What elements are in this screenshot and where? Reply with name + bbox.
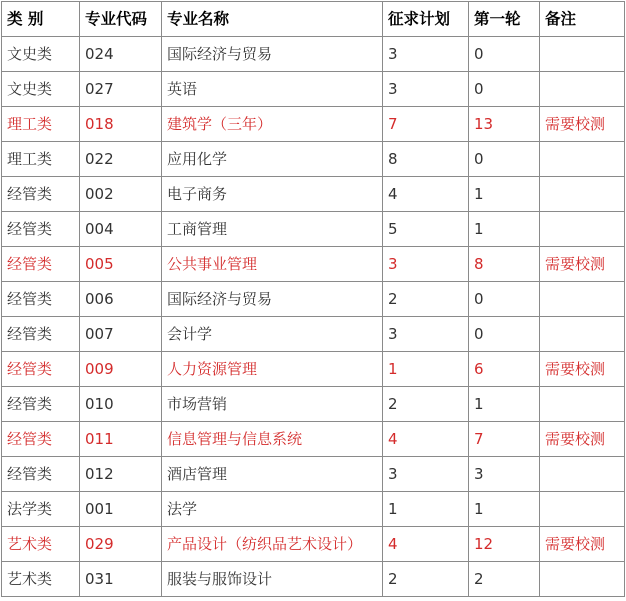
cell-category: 经管类 [2, 457, 80, 492]
cell-code: 011 [80, 422, 162, 457]
cell-name: 产品设计（纺织品艺术设计） [162, 527, 383, 562]
cell-name: 应用化学 [162, 142, 383, 177]
cell-name: 国际经济与贸易 [162, 282, 383, 317]
cell-round1: 0 [469, 317, 540, 352]
cell-round1: 0 [469, 142, 540, 177]
header-note: 备注 [540, 2, 625, 37]
table-body [2, 37, 625, 597]
table-row [2, 457, 625, 492]
cell-note [540, 492, 625, 527]
table-row [2, 212, 625, 247]
cell-note [540, 317, 625, 352]
cell-name: 电子商务 [162, 177, 383, 212]
cell-name: 人力资源管理 [162, 352, 383, 387]
cell-category: 经管类 [2, 387, 80, 422]
cell-plan: 4 [383, 177, 469, 212]
cell-round1: 0 [469, 72, 540, 107]
cell-note: 需要校测 [540, 527, 625, 562]
cell-plan: 3 [383, 247, 469, 282]
cell-plan: 2 [383, 562, 469, 597]
cell-category: 艺术类 [2, 562, 80, 597]
table-header [2, 2, 625, 37]
cell-name: 建筑学（三年） [162, 107, 383, 142]
cell-round1: 2 [469, 562, 540, 597]
cell-plan: 8 [383, 142, 469, 177]
header-row [2, 2, 625, 37]
cell-code: 024 [80, 37, 162, 72]
table-row [2, 352, 625, 387]
cell-name: 会计学 [162, 317, 383, 352]
header-name: 专业名称 [162, 2, 383, 37]
cell-note [540, 72, 625, 107]
cell-code: 006 [80, 282, 162, 317]
cell-round1: 8 [469, 247, 540, 282]
header-plan: 征求计划 [383, 2, 469, 37]
table-row [2, 107, 625, 142]
table-row [2, 422, 625, 457]
cell-code: 018 [80, 107, 162, 142]
cell-code: 009 [80, 352, 162, 387]
cell-plan: 3 [383, 72, 469, 107]
cell-note [540, 282, 625, 317]
cell-code: 004 [80, 212, 162, 247]
cell-plan: 4 [383, 527, 469, 562]
header-code: 专业代码 [80, 2, 162, 37]
cell-category: 经管类 [2, 177, 80, 212]
cell-code: 002 [80, 177, 162, 212]
cell-plan: 5 [383, 212, 469, 247]
cell-category: 理工类 [2, 107, 80, 142]
cell-category: 经管类 [2, 422, 80, 457]
cell-plan: 3 [383, 37, 469, 72]
cell-category: 经管类 [2, 317, 80, 352]
cell-plan: 4 [383, 422, 469, 457]
cell-name: 公共事业管理 [162, 247, 383, 282]
cell-name: 国际经济与贸易 [162, 37, 383, 72]
cell-note: 需要校测 [540, 422, 625, 457]
cell-name: 服装与服饰设计 [162, 562, 383, 597]
cell-plan: 1 [383, 492, 469, 527]
table-row [2, 282, 625, 317]
cell-round1: 0 [469, 282, 540, 317]
cell-note [540, 387, 625, 422]
cell-code: 012 [80, 457, 162, 492]
table-row [2, 387, 625, 422]
cell-plan: 3 [383, 457, 469, 492]
table-row [2, 527, 625, 562]
cell-round1: 6 [469, 352, 540, 387]
cell-round1: 1 [469, 492, 540, 527]
admission-table-container [1, 1, 625, 597]
cell-code: 022 [80, 142, 162, 177]
table-row [2, 247, 625, 282]
cell-round1: 7 [469, 422, 540, 457]
cell-note [540, 212, 625, 247]
cell-category: 经管类 [2, 352, 80, 387]
cell-code: 029 [80, 527, 162, 562]
table-row [2, 37, 625, 72]
cell-plan: 3 [383, 317, 469, 352]
table-row [2, 177, 625, 212]
table-row [2, 492, 625, 527]
cell-category: 经管类 [2, 282, 80, 317]
cell-code: 001 [80, 492, 162, 527]
cell-round1: 3 [469, 457, 540, 492]
cell-category: 理工类 [2, 142, 80, 177]
cell-category: 艺术类 [2, 527, 80, 562]
header-category: 类 别 [2, 2, 80, 37]
cell-round1: 0 [469, 37, 540, 72]
cell-code: 005 [80, 247, 162, 282]
cell-category: 文史类 [2, 37, 80, 72]
cell-name: 工商管理 [162, 212, 383, 247]
cell-code: 010 [80, 387, 162, 422]
cell-code: 031 [80, 562, 162, 597]
cell-plan: 1 [383, 352, 469, 387]
header-round1: 第一轮 [469, 2, 540, 37]
cell-note [540, 562, 625, 597]
cell-name: 市场营销 [162, 387, 383, 422]
cell-category: 经管类 [2, 247, 80, 282]
table-row [2, 317, 625, 352]
cell-note [540, 142, 625, 177]
cell-plan: 2 [383, 387, 469, 422]
cell-category: 文史类 [2, 72, 80, 107]
cell-note [540, 37, 625, 72]
table-row [2, 142, 625, 177]
cell-name: 英语 [162, 72, 383, 107]
cell-round1: 12 [469, 527, 540, 562]
cell-note [540, 177, 625, 212]
cell-round1: 1 [469, 212, 540, 247]
table-row [2, 72, 625, 107]
cell-category: 经管类 [2, 212, 80, 247]
cell-round1: 1 [469, 177, 540, 212]
cell-name: 酒店管理 [162, 457, 383, 492]
admission-plan-table [1, 1, 625, 597]
cell-name: 信息管理与信息系统 [162, 422, 383, 457]
cell-plan: 2 [383, 282, 469, 317]
cell-plan: 7 [383, 107, 469, 142]
cell-note [540, 457, 625, 492]
cell-note: 需要校测 [540, 352, 625, 387]
cell-note: 需要校测 [540, 247, 625, 282]
cell-round1: 1 [469, 387, 540, 422]
cell-category: 法学类 [2, 492, 80, 527]
cell-name: 法学 [162, 492, 383, 527]
cell-code: 007 [80, 317, 162, 352]
table-row [2, 562, 625, 597]
cell-code: 027 [80, 72, 162, 107]
cell-round1: 13 [469, 107, 540, 142]
cell-note: 需要校测 [540, 107, 625, 142]
